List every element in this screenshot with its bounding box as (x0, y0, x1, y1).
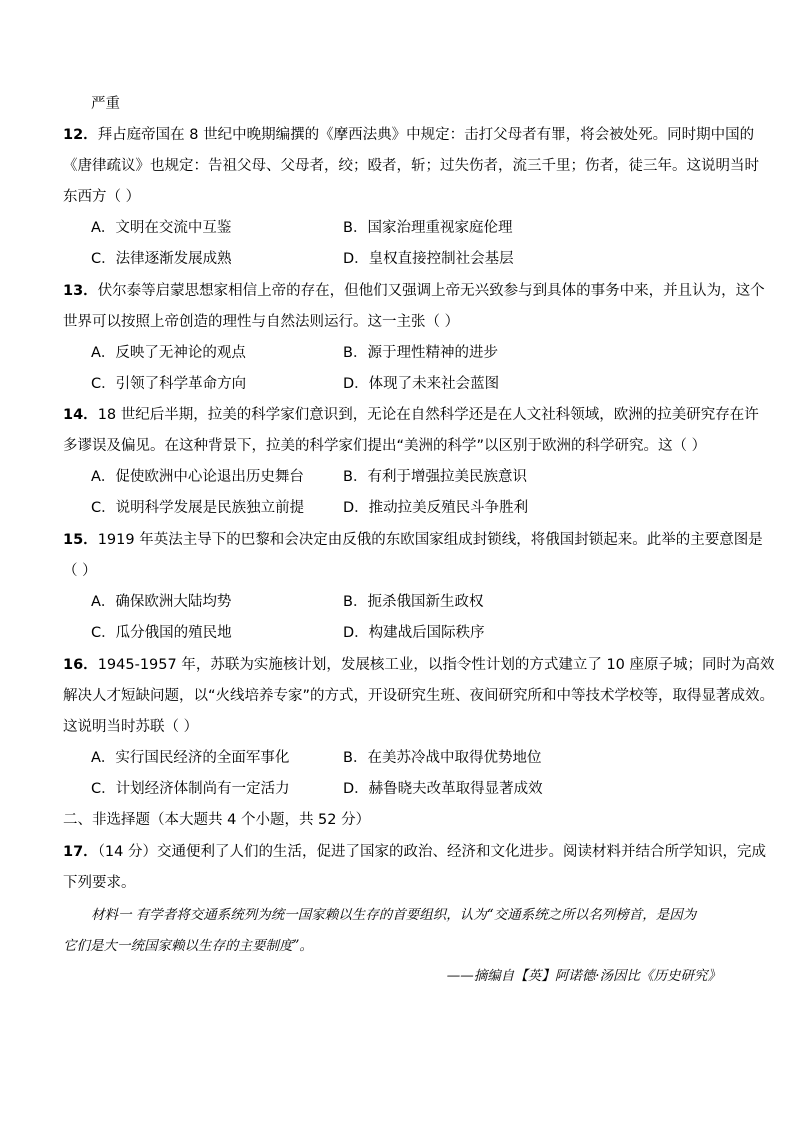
question-number: 14． (63, 407, 98, 423)
option-d[interactable]: D．皇权直接控制社会基层 (343, 251, 514, 267)
question-number: 17． (63, 844, 98, 860)
question-number: 15． (63, 532, 98, 548)
question-12-line-1: 12．拜占庭帝国在 8 世纪中晚期编撰的《摩西法典》中规定：击打父母者有罪，将会被处死。同时期中国的 (63, 127, 755, 143)
option-c[interactable]: C．瓜分俄国的殖民地 (91, 625, 232, 641)
option-d[interactable]: D．体现了未来社会蓝图 (343, 376, 500, 392)
question-16-line-1: 16．1945-1957 年，苏联为实施核计划，发展核工业，以指令性计划的方式建立了 10 座原子城；同时为高效 (63, 657, 775, 673)
question-16-line-2: 解决人才短缺问题，以“火线培养专家”的方式，开设研究生班、夜间研究所和中等技术学校等，取得显著成效。 (63, 688, 775, 704)
option-b[interactable]: B．扼杀俄国新生政权 (343, 594, 484, 610)
option-a[interactable]: A．实行国民经济的全面军事化 (91, 750, 290, 766)
question-12-line-2: 《唐律疏议》也规定：告祖父母、父母者，绞；殴者，斩；过失伤者，流三千里；伤者，徒三年。这说明当时 (63, 158, 759, 174)
option-a[interactable]: A．反映了无神论的观点 (91, 345, 246, 361)
question-number: 12． (63, 127, 98, 143)
question-15-line-1: 15．1919 年英法主导下的巴黎和会决定由反俄的东欧国家组成封锁线，将俄国封锁起来。此举的主要意图是 (63, 532, 763, 548)
option-c[interactable]: C．引领了科学革命方向 (91, 376, 247, 392)
option-c[interactable]: C．计划经济体制尚有一定活力 (91, 781, 290, 797)
option-d[interactable]: D．推动拉美反殖民斗争胜利 (343, 500, 529, 516)
option-c[interactable]: C．说明科学发展是民族独立前提 (91, 500, 305, 516)
question-14-line-2: 多谬误及偏见。在这种背景下，拉美的科学家们提出“美洲的科学”以区别于欧洲的科学研究。这（ ） (63, 438, 707, 454)
material-1-line-2: 它们是大一统国家赖以生存的主要制度”。 (63, 938, 313, 954)
question-16-line-3: 这说明当时苏联（ ） (63, 719, 199, 735)
question-14-line-1: 14．18 世纪后半期，拉美的科学家们意识到，无论在自然科学还是在人文社科领域，欧洲的拉美研究存在许 (63, 407, 759, 423)
option-d[interactable]: D．赫鲁晓夫改革取得显著成效 (343, 781, 543, 797)
option-b[interactable]: B．有利于增强拉美民族意识 (343, 469, 527, 485)
option-d[interactable]: D．构建战后国际秩序 (343, 625, 485, 641)
continuation-text: 严重 (91, 96, 120, 112)
question-17-line-1: 17．（14 分）交通便利了人们的生活，促进了国家的政治、经济和文化进步。阅读材料并结合所学知识，完成 (63, 844, 766, 860)
question-13-line-1: 13．伏尔泰等启蒙思想家相信上帝的存在，但他们又强调上帝无兴致参与到具体的事务中来，并且认为，这个 (63, 283, 765, 299)
question-15-line-2: （ ） (63, 563, 97, 579)
question-number: 13． (63, 283, 98, 299)
option-a[interactable]: A．文明在交流中互鉴 (91, 220, 232, 236)
option-b[interactable]: B．源于理性精神的进步 (343, 345, 498, 361)
material-source: ——摘编自【英】阿诺德·汤因比《历史研究》 (446, 968, 721, 984)
question-13-line-2: 世界可以按照上帝创造的理性与自然法则运行。这一主张（ ） (63, 314, 460, 330)
option-c[interactable]: C．法律逐渐发展成熟 (91, 251, 232, 267)
option-a[interactable]: A．确保欧洲大陆均势 (91, 594, 232, 610)
question-17-line-2: 下列要求。 (63, 875, 136, 891)
section-2-heading: 二、非选择题（本大题共 4 个小题，共 52 分） (63, 812, 371, 828)
option-b[interactable]: B．国家治理重视家庭伦理 (343, 220, 513, 236)
question-12-line-3: 东西方（ ） (63, 189, 141, 205)
option-b[interactable]: B．在美苏冷战中取得优势地位 (343, 750, 542, 766)
material-1-line-1: 材料一 有学者将交通系统列为统一国家赖以生存的首要组织，认为“交通系统之所以名列榜首，是因为 (91, 907, 697, 923)
question-number: 16． (63, 657, 98, 673)
option-a[interactable]: A．促使欧洲中心论退出历史舞台 (91, 469, 304, 485)
